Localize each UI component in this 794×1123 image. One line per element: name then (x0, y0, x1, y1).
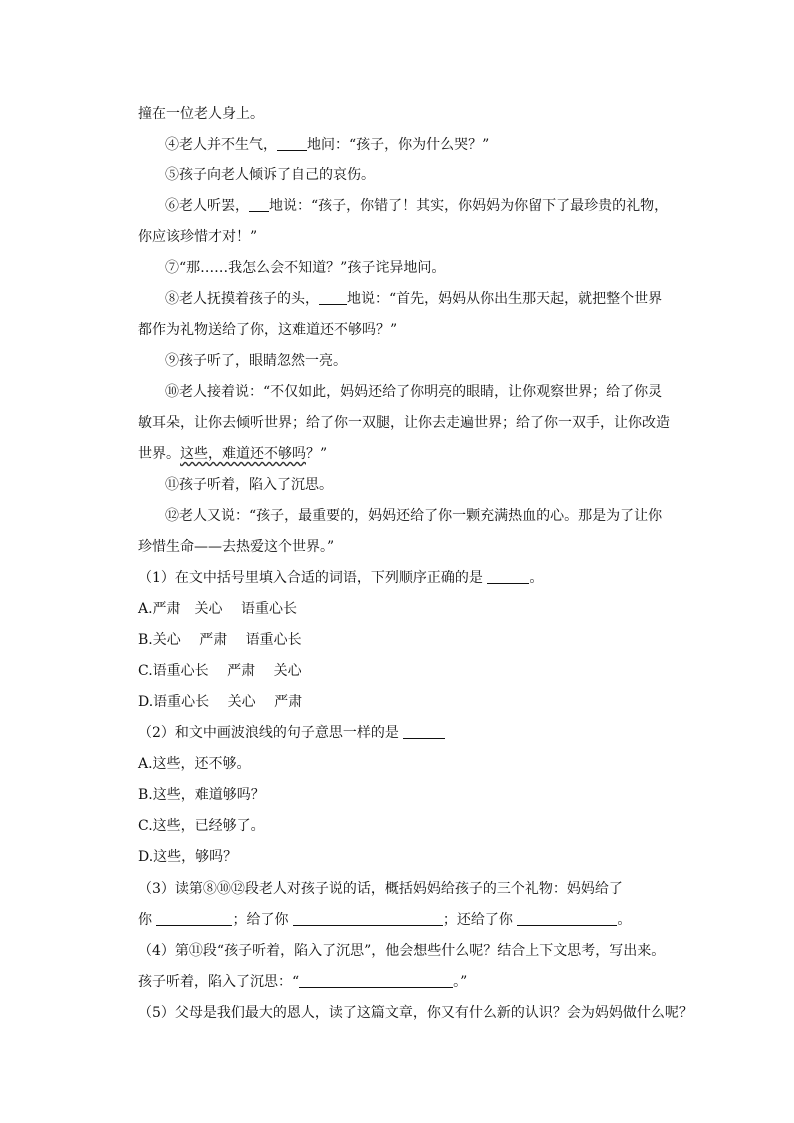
paragraph-5: ⑤孩子向老人倾诉了自己的哀伤。 (165, 167, 375, 183)
paragraph-3-end: 撞在一位老人身上。 (138, 106, 264, 122)
blank-6[interactable] (249, 197, 269, 212)
wavy-underlined-sentence: 这些，难道还不够吗 (180, 446, 306, 462)
paragraph-8-line-2: 都作为礼物送给了你，这难道还不够吗？” (138, 322, 398, 338)
paragraph-4: ④老人并不生气， 地问：“孩子，你为什么哭？” (165, 137, 490, 153)
paragraph-10-line-3: 世界。这些，难道还不够吗？” (138, 446, 328, 462)
paragraph-10-line-2: 敏耳朵，让你去倾听世界；给了你一双腿，让你去走遍世界；给了你一双手，让你改造 (138, 415, 670, 431)
question-4-line-2: 孩子听着，陷入了沉思：“ 。” (138, 974, 468, 990)
paragraph-11: ⑪孩子听着，陷入了沉思。 (165, 477, 333, 493)
paragraph-12-line-2: 珍惜生命——去热爱这个世界。” (138, 539, 335, 555)
q2-option-a: A.这些，还不够。 (138, 756, 251, 772)
answer-blank-q3-1[interactable] (156, 911, 232, 926)
q2-option-c: C.这些，已经够了。 (138, 818, 265, 834)
blank-4[interactable] (277, 136, 307, 151)
q2-option-b: B.这些，难道够吗？ (138, 787, 265, 803)
q1-option-c: C.语重心长 严肃 关心 (138, 663, 302, 679)
question-5: （5）父母是我们最大的恩人，读了这篇文章，你又有什么新的认识？会为妈妈做什么呢？ (138, 1005, 693, 1021)
paragraph-6-line-1: ⑥老人听罢， 地说：“孩子，你错了！其实，你妈妈为你留下了最珍贵的礼物， (165, 198, 669, 214)
paragraph-9: ⑨孩子听了，眼睛忽然一亮。 (165, 353, 347, 369)
question-3-line-2: 你 ；给了你 ；还给了你 。 (138, 912, 632, 928)
answer-blank-q4[interactable] (299, 973, 453, 988)
q1-option-a: A.严肃 关心 语重心长 (138, 601, 298, 617)
paragraph-12-line-1: ⑫老人又说：“孩子，最重要的，妈妈还给了你一颗充满热血的心。那是为了让你 (165, 508, 663, 524)
paragraph-6-line-2: 你应该珍惜才对！” (138, 229, 258, 245)
question-2: （2）和文中画波浪线的句子意思一样的是 (138, 723, 445, 743)
blank-8[interactable] (319, 290, 347, 305)
q1-option-b: B.关心 严肃 语重心长 (138, 632, 302, 648)
q2-option-d: D.这些，够吗？ (138, 849, 238, 865)
q1-option-d: D.语重心长 关心 严肃 (138, 694, 303, 710)
answer-blank-q2[interactable] (403, 724, 445, 739)
question-1: （1）在文中括号里填入合适的词语，下列顺序正确的是 。 (138, 570, 544, 586)
paragraph-10-line-1: ⑩老人接着说：“不仅如此，妈妈还给了你明亮的眼睛，让你观察世界；给了你灵 (165, 384, 663, 400)
answer-blank-q3-2[interactable] (293, 911, 443, 926)
question-4-line-1: （4）第⑪段“孩子听着，陷入了沉思”，他会想些什么呢？结合上下文思考，写出来。 (138, 943, 666, 959)
paragraph-8-line-1: ⑧老人抚摸着孩子的头， 地说：“首先，妈妈从你出生那天起，就把整个世界 (165, 291, 663, 307)
paragraph-7: ⑦“那……我怎么会不知道？”孩子诧异地问。 (165, 260, 446, 276)
question-3-line-1: （3）读第⑧⑩⑫段老人对孩子说的话，概括妈妈给孩子的三个礼物：妈妈给了 (138, 881, 623, 897)
answer-blank-q1[interactable] (487, 569, 529, 584)
answer-blank-q3-3[interactable] (517, 911, 617, 926)
